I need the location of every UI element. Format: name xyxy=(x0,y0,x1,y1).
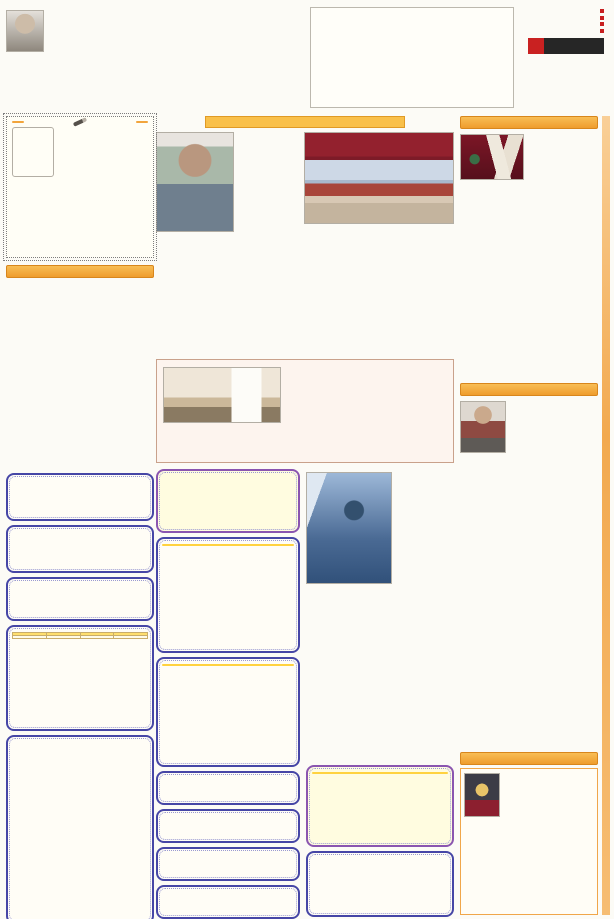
author-portrait-photo xyxy=(12,127,54,177)
section-banner xyxy=(528,38,604,54)
section-header-kerman xyxy=(460,116,598,129)
mayor-portrait-photo xyxy=(6,10,44,52)
ad-lost-motorcycle xyxy=(306,851,454,917)
ad-lost-fuel-card xyxy=(6,473,154,521)
date-hijri xyxy=(528,16,604,20)
ad-lost-document xyxy=(156,847,300,881)
ceo-portrait-photo xyxy=(156,132,234,232)
section-header-kerman-2 xyxy=(460,752,598,765)
article-column-right xyxy=(304,132,454,332)
ad-lost-green-card xyxy=(6,577,154,621)
bullet-square-icon xyxy=(600,29,604,33)
article-water-supply xyxy=(310,7,514,108)
section-title xyxy=(544,38,604,54)
middle-left-subcolumn xyxy=(156,469,300,919)
article-qazvin-governor xyxy=(460,399,598,749)
article-hamedan-pensions xyxy=(306,469,454,761)
ad-footer xyxy=(162,544,294,546)
table-row xyxy=(13,636,148,639)
opinion-column-box xyxy=(6,116,154,258)
left-column xyxy=(6,116,154,919)
ad-lost-document xyxy=(156,771,300,805)
middle-column xyxy=(156,116,454,919)
middle-right-subcolumn xyxy=(306,469,454,919)
article-body xyxy=(304,227,454,327)
article-body xyxy=(156,235,234,327)
ad-retirees-assembly xyxy=(156,657,300,767)
ad-footer xyxy=(312,772,448,774)
column-badge xyxy=(136,121,148,123)
ad-extraordinary-assembly xyxy=(156,469,300,533)
governor-portrait-photo xyxy=(460,401,506,453)
article-arak-workers xyxy=(6,281,154,469)
section-header-qazvin xyxy=(460,383,598,396)
ad-lost-document xyxy=(156,885,300,919)
ad-lost-fuel-card xyxy=(6,525,154,573)
ad-hard-jobs-committee xyxy=(6,625,154,731)
bullet-square-icon xyxy=(600,9,604,13)
article-kashan xyxy=(6,10,306,110)
ad-verdict-announcement xyxy=(6,735,154,919)
date-gregorian xyxy=(528,22,604,26)
issue-number xyxy=(528,29,604,33)
article-zob-ahan xyxy=(156,116,454,354)
ad-drivers-assembly xyxy=(306,765,454,847)
page-number xyxy=(528,38,544,54)
date-block xyxy=(528,9,604,33)
ad-association-founding xyxy=(156,537,300,653)
article-column-left xyxy=(156,132,234,332)
exhibition-photo xyxy=(460,134,524,180)
right-column xyxy=(460,116,598,915)
podium-speech-photo xyxy=(306,472,392,584)
article-kicker xyxy=(205,116,405,128)
section-header-arak xyxy=(6,265,154,278)
masthead xyxy=(528,4,604,54)
bullet-square-icon xyxy=(600,16,604,20)
pen-icon xyxy=(73,117,87,127)
page-edge-strip xyxy=(602,116,610,915)
date-shamsi xyxy=(528,9,604,13)
article-column-middle xyxy=(239,132,299,332)
award-trophy-photo xyxy=(464,773,500,817)
article-hse-training xyxy=(156,359,454,463)
article-golgohar-award xyxy=(460,768,598,915)
article-rafsanjan-exhibition xyxy=(460,132,598,380)
ad-footer xyxy=(162,664,294,666)
bullet-square-icon xyxy=(600,22,604,26)
training-room-photo xyxy=(163,367,281,423)
press-conference-photo xyxy=(304,132,454,224)
author-badge xyxy=(12,121,24,123)
jobs-table xyxy=(12,632,148,639)
ad-lost-document xyxy=(156,809,300,843)
